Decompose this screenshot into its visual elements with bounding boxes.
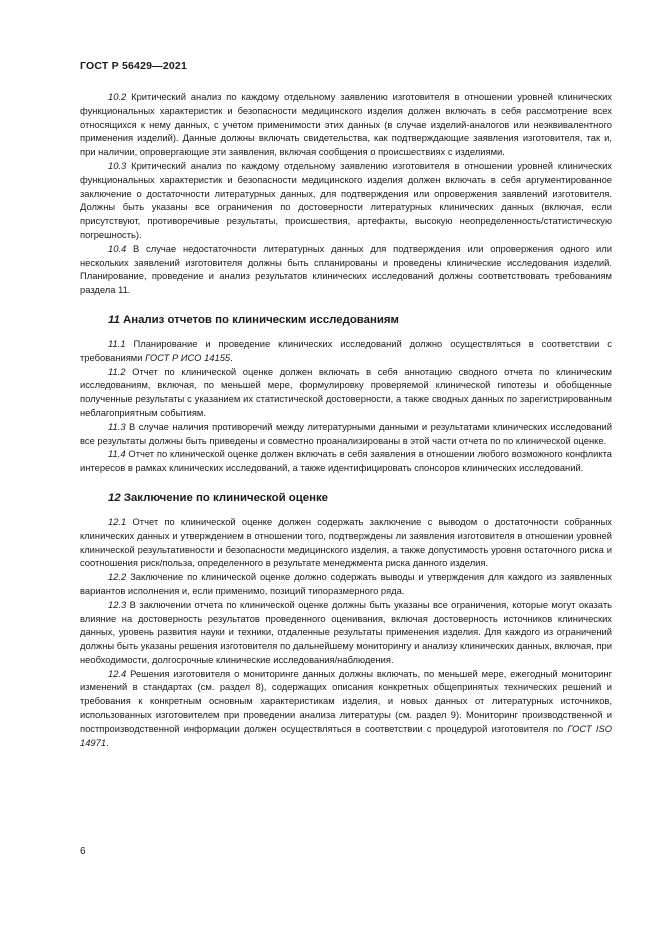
- clause-text: В случае недостаточности литературных данных для подтверждения или опровержения одного или нескольких заявлений изготовителя должны быть спланированы и проведены клинические исследования изделий. Планирование, проведение и анализ результатов клинических исследований должны соответствовать требованиям раздела 11.: [80, 242, 612, 296]
- clause-10.2: [80, 90, 612, 159]
- clause-11.1: [80, 337, 612, 365]
- section-title: Заключение по клинической оценке: [120, 491, 328, 504]
- section-number: 11: [108, 313, 120, 326]
- section-number: 12: [108, 491, 121, 504]
- standard-reference: ГОСТ Р ИСО 14155: [145, 351, 231, 363]
- clause-12.4: [80, 667, 612, 750]
- clause-text: Решения изготовителя о мониторинге данных должны включать, по меньшей мере, ежегодный мониторинг изменений в стандартах (см. раздел 8), содержащих описания конкретных общепринятых технических решений и требования к конкретным основным характеристикам изделия, и новых данных от литературных источников, использованных изготовителем при проведении анализа литературы (см. раздел 9). Мониторинг производственной и постпроизводственной информации должен осуществляться в соответствии с процедурой изготовителя по: [80, 667, 612, 734]
- clause-text: Отчет по клинической оценке должен включать в себя аннотацию сводного отчета по клиническим исследованиям, включая, по меньшей мере, формулировку проверяемой клинической гипотезы и обобщенные полученные результаты с указанием их статистической достоверности, а также сводных данных по зарегистрированным неблагоприятным событиям.: [80, 365, 612, 418]
- clause-10.4: [80, 242, 612, 297]
- clause-number: 11.2: [108, 365, 126, 377]
- clause-text: Планирование и проведение клинических исследований должно осуществляться в соответствии с требованиями: [80, 337, 612, 363]
- section-title: Анализ отчетов по клиническим исследованиям: [119, 313, 399, 326]
- standard-reference: ГОСТ ISO 14971: [80, 722, 612, 748]
- document-body: [80, 90, 612, 749]
- clause-number: 10.3: [108, 159, 127, 171]
- section-heading-12: [80, 492, 612, 504]
- clause-text: Отчет по клинической оценке должен включать в себя заявления в отношении любого возможного конфликта интересов в рамках клинических исследований, а также идентифицировать спонсоров клинических исследований.: [80, 448, 612, 474]
- clause-number: 11.3: [108, 420, 126, 432]
- clause-text-end: .: [230, 351, 233, 363]
- clause-number: 12.1: [108, 515, 127, 527]
- clause-number: 12.4: [108, 667, 127, 679]
- clause-11.3: [80, 420, 612, 448]
- clause-11.4: [80, 447, 612, 475]
- clause-text: В заключении отчета по клинической оценке должны быть указаны все ограничения, которые могут оказать влияние на достоверность результатов проведенного оценивания, включая достоверность источников клинических данных, уровень развития науки и техники, отдаленные результаты применения изделия. Для каждого из ограничений должны быть указаны решения изготовителя по дальнейшему мониторингу и анализу клинических данных, включая, при необходимости, долгосрочные клинические исследования/наблюдения.: [80, 598, 612, 665]
- clause-text: Критический анализ по каждому отдельному заявлению изготовителя в отношении уровней клинических функциональных характеристик и безопасности медицинского изделия должен включать в себя аргументированное заключение о достаточности литературных данных, для подтверждения или опровержения заявлений изготовителя. Должны быть указаны все ограничения по достоверности литературных клинических данных (включая, если присутствуют, противоречивые результаты, происшествия, артефакты, высокую неопределенность/статистическую погрешность).: [80, 159, 612, 240]
- clause-12.2: [80, 570, 612, 598]
- section-heading-11: [80, 314, 612, 326]
- clause-number: 10.4: [108, 242, 127, 254]
- clause-number: 12.3: [108, 598, 127, 610]
- page-number: 6: [80, 846, 86, 857]
- clause-text: Заключение по клинической оценке должно содержать выводы и утверждения для каждого из заявленных вариантов исполнения и, если применимо, позиций типоразмерного ряда.: [80, 571, 612, 596]
- clause-text: Критический анализ по каждому отдельному заявлению изготовителя в отношении уровней клинических функциональных характеристик и безопасности медицинского изделия должен включать в себя рассмотрение всех относящихся к нему данных, с учетом применимости этих данных (в случае изделий-аналогов или неэквивалентного применения изделий). Данные должны включать свидетельства, как подтверждающие заявления изготовителя, так и, при наличии, опровергающие эти заявления, включая сообщения о происшествиях с изделиями.: [80, 91, 612, 158]
- clause-number: 12.2: [108, 571, 127, 583]
- clause-12.3: [80, 598, 612, 667]
- clause-11.2: [80, 365, 612, 420]
- clause-text-end: .: [106, 736, 109, 748]
- clause-10.3: [80, 159, 612, 242]
- clause-number: 11.1: [108, 337, 126, 349]
- clause-number: 11.4: [108, 448, 126, 460]
- clause-text: В случае наличия противоречий между литературными данными и результатами клинических исследований все результаты должны быть приведены и совместно проанализированы в этой части отчета по по клинической оценке.: [80, 420, 612, 446]
- clause-number: 10.2: [108, 91, 127, 102]
- clause-12.1: [80, 515, 612, 570]
- document-header: ГОСТ Р 56429—2021: [80, 60, 188, 72]
- clause-text: Отчет по клинической оценке должен содержать заключение с выводом о достаточности собранных клинических данных и утверждением в отношении того, подтверждены ли заявления изготовителя в отношении уровней клинической результативности и безопасности медицинского изделия, а также допустимость уровня остаточного риска и соотношения риск/польза, определенного в результате менеджмента риска данного изделия.: [80, 515, 612, 569]
